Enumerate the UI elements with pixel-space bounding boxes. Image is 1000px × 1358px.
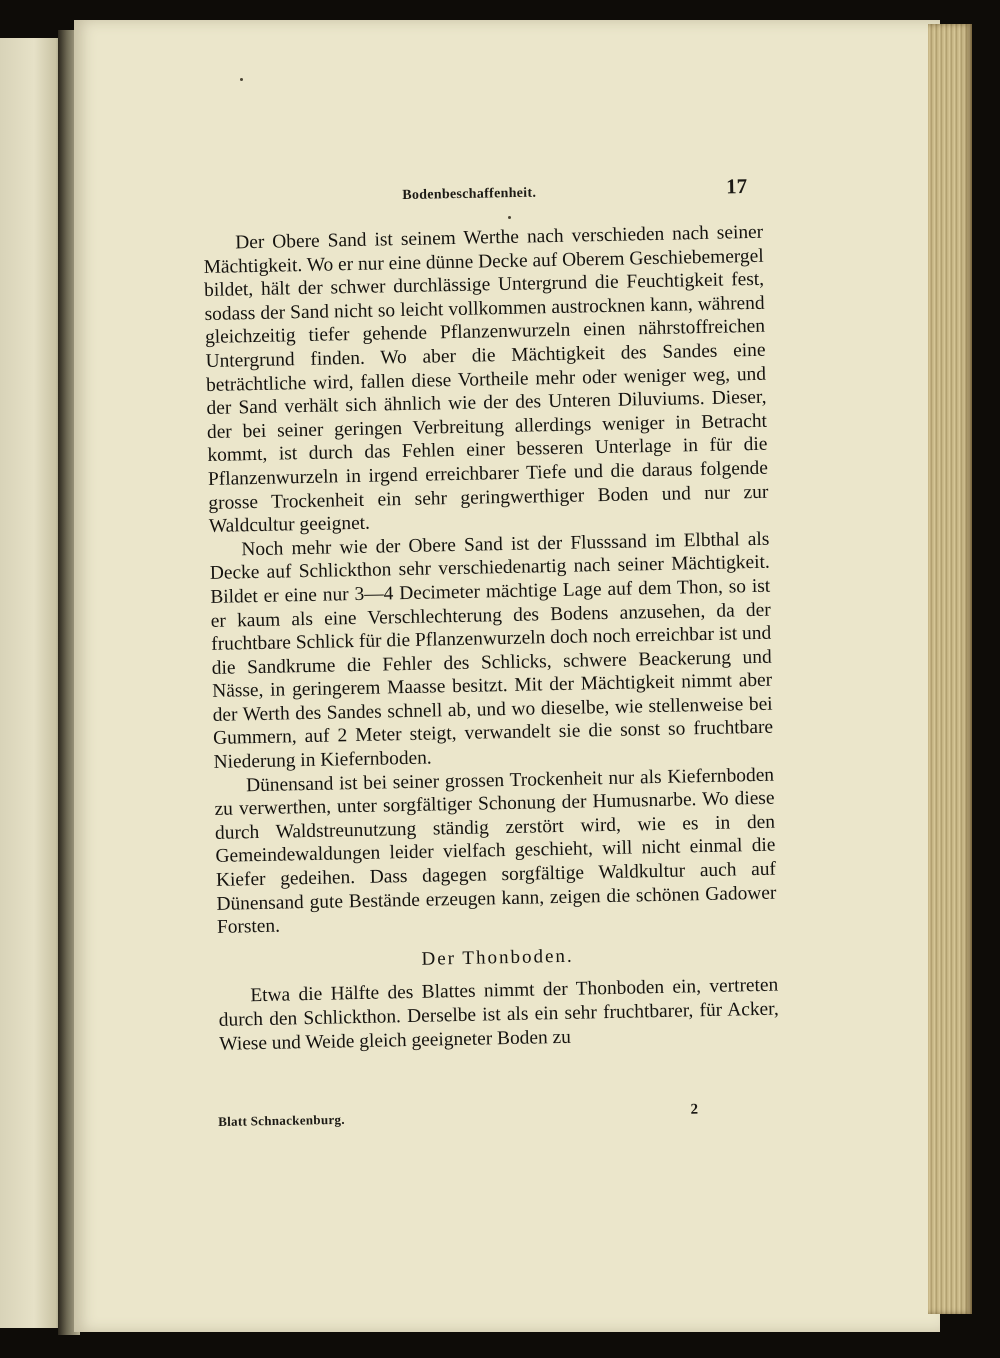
page-header	[402, 174, 747, 210]
running-head: Bodenbeschaffenheit.	[402, 185, 537, 203]
page-stack-edges	[928, 24, 972, 1314]
signature-number: 2	[690, 1101, 699, 1118]
left-page-edge	[0, 38, 62, 1328]
signature-mark: Blatt Schnackenburg.	[218, 1111, 345, 1129]
paragraph-obere-sand: Der Obere Sand ist seinem Werthe nach verschieden nach seiner Mächtigkeit. Wo er nur eine dünne Decke auf Oberem Geschiebemergel bildet, hält der schwer durchlässige Untergrund die Feuchtigkeit fest, sodass der Sand nicht so leicht vollkommen austrocknen kann, während gleichzeitig tiefer gehende Pflanzenwurzeln einen nährstoffreichen Untergrund finden. Wo aber die Mächtigkeit des Sandes eine beträchtliche wird, fallen diese Vortheile mehr oder weniger weg, und der Sand verhält sich ähnlich wie der des Unteren Diluviums. Dieser, der bei seiner geringen Verbreitung allerdings weniger in Betracht kommt, ist durch das Fehlen einer besseren Unterlage in für die Pflanzenwurzeln in irgend erreichbarer Tiefe und die daraus folgende grosse Trockenheit ein sehr geringwerthiger Boden und nur zur Waldcultur geeignet.	[203, 221, 769, 538]
body-text	[203, 221, 779, 1056]
speck	[508, 216, 511, 219]
paragraph-flusssand: Noch mehr wie der Obere Sand ist der Flusssand im Elbthal als Decke auf Schlickthon sehr verschiedenartig nach seiner Mächtigkeit. Bildet er eine nur 3—4 Decimeter mächtige Lage auf dem Thon, so ist er kaum als eine Verschlechterung des Bodens anzusehen, da der fruchtbare Schlick für die Pflanzenwurzeln doch noch erreichbar ist und die Sandkrume die Fehler des Schlicks, schwere Beackerung und Nässe, in geringerem Maasse besitzt. Mit der Mächtigkeit nimmt aber der Werth des Sandes schnell ab, und wo dieselbe, wie stellenweise bei Gummern, auf 2 Meter steigt, verwandelt sie die sonst so fruchtbare Niederung in Kiefernboden.	[209, 528, 774, 773]
page-number: 17	[725, 173, 748, 199]
paragraph-thonboden: Etwa die Hälfte des Blattes nimmt der Thonboden ein, vertreten durch den Schlickthon. Derselbe ist als ein sehr fruchtbarer, für Acker, Wiese und Weide gleich geeigneter Boden zu	[218, 975, 779, 1055]
paragraph-duenensand: Dünensand ist bei seiner grossen Trockenheit nur als Kiefernboden zu verwerthen, unter sorgfältiger Schonung der Humusnarbe. Wo diese durch Waldstreunutzung ständig zerstört wird, wie es in den Gemeindewaldungen leider vielfach geschieht, will nicht einmal die Kiefer gedeihen. Dass dagegen sorgfältige Waldkultur auch auf Dünensand gute Bestände erzeugen kann, zeigen die schönen Gadower Forsten.	[214, 764, 777, 939]
section-heading: Der Thonboden.	[421, 945, 574, 970]
speck	[240, 78, 243, 81]
